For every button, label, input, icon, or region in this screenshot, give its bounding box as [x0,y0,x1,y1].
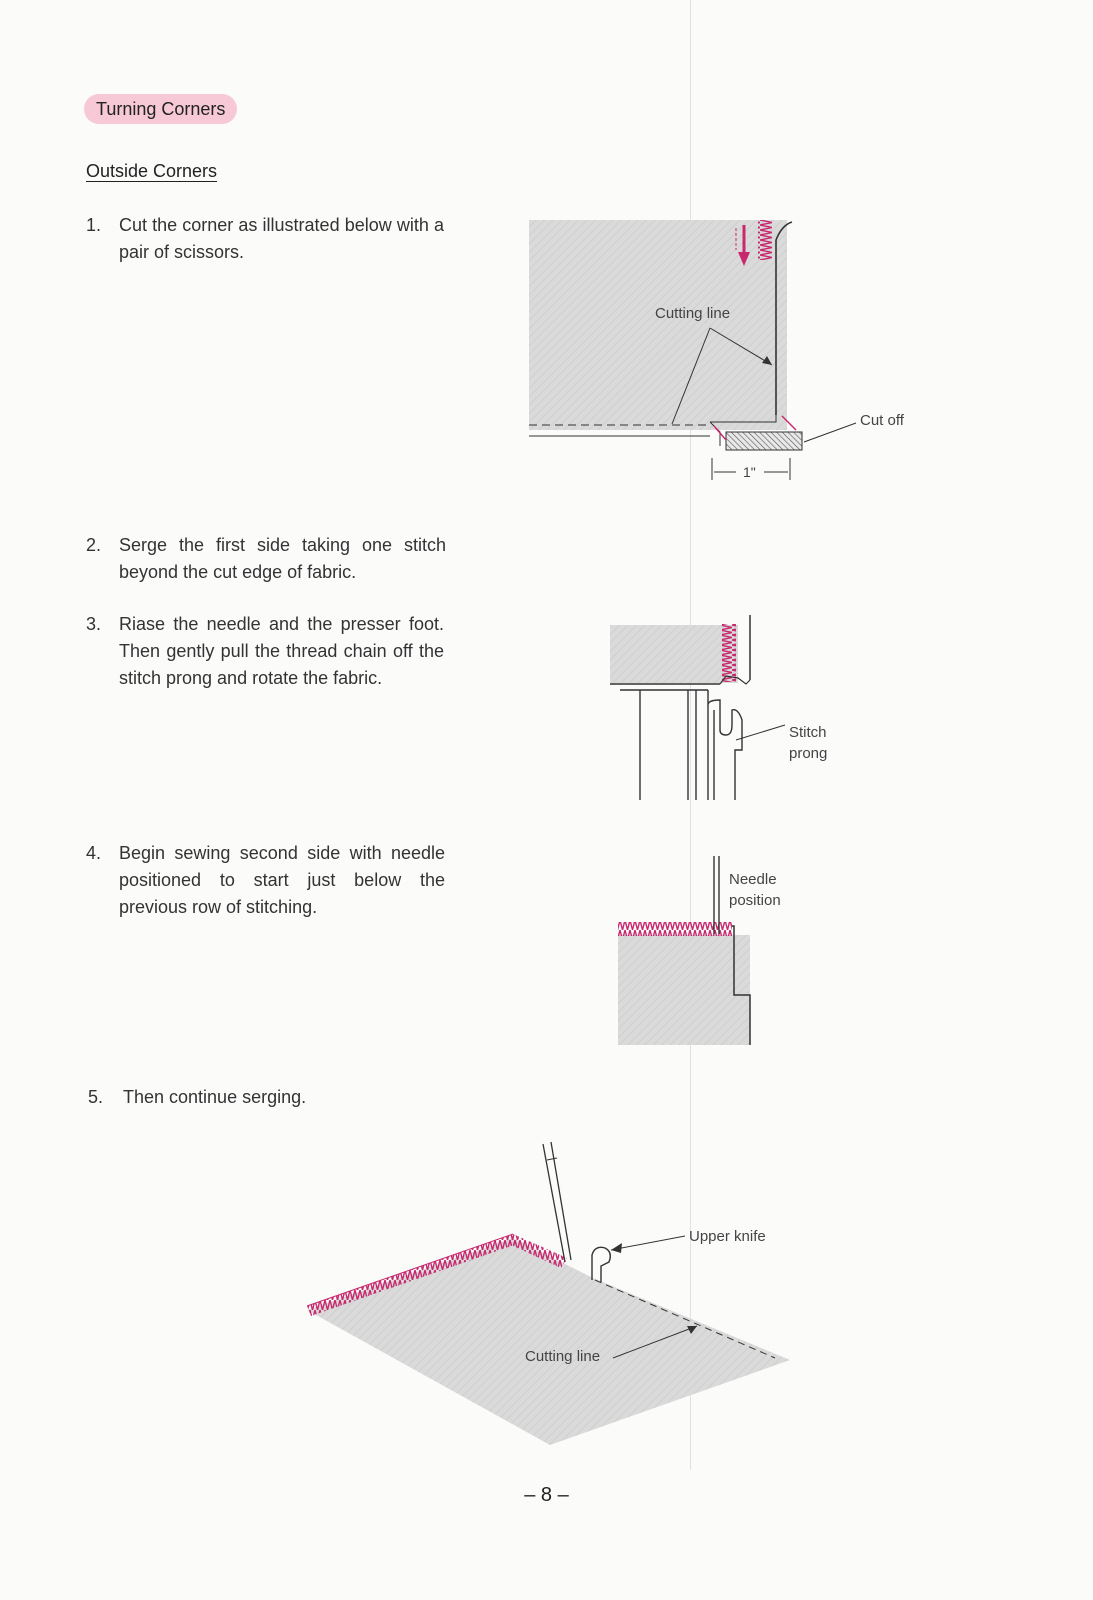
figure-needle-position [610,850,810,1060]
step-number: 3. [86,614,102,634]
subheading: Outside Corners [86,161,218,181]
step-5 [88,1084,388,1114]
stitching-column [758,220,772,260]
upper-knife-icon [592,1247,610,1282]
figure-continue-serging [295,1130,815,1460]
fabric-swatch [610,625,738,683]
step-number: 1. [86,215,102,235]
stitching-column [722,624,736,682]
step-number: 4. [86,843,102,863]
step-number: 5. [88,1087,104,1107]
label-needle: Needle [729,871,777,888]
label-cutting-line: Cutting line [655,305,731,322]
step-2 [86,532,448,592]
label-upper-knife: Upper knife [689,1228,766,1245]
label-stitch: Stitch [789,724,827,741]
cut-off-piece [726,432,802,450]
section-badge: Turning Corners [84,94,237,124]
step-number: 2. [86,535,102,555]
step-text: Begin sewing second side with needle positioned to start just below the previous row of stitching. [119,843,445,917]
fabric-swatch [307,1238,790,1445]
figure-cut-corner [520,210,940,500]
step-text: Serge the first side taking one stitch beyond the cut edge of fabric. [119,535,446,582]
page-number: – 8 – [524,1484,569,1506]
label-position: position [729,892,781,909]
label-measure: 1" [743,464,756,480]
fabric-swatch [529,220,787,430]
figure-stitch-prong [600,610,860,810]
label-cutting-line-2: Cutting line [525,1348,601,1365]
stitching-row [618,922,732,936]
step-1 [86,212,446,272]
stitch-prong-icon [708,690,742,800]
step-text: Then continue serging. [123,1087,307,1107]
step-3 [86,611,448,721]
step-text: Cut the corner as illustrated below with a pair of scissors. [119,215,444,262]
label-prong: prong [789,745,828,762]
label-cut-off: Cut off [860,412,904,429]
step-text: Riase the needle and the presser foot. Then gently pull the thread chain off the stitch prong and rotate the fabric. [119,614,444,688]
fabric-swatch [618,935,750,1045]
step-4 [86,840,450,924]
